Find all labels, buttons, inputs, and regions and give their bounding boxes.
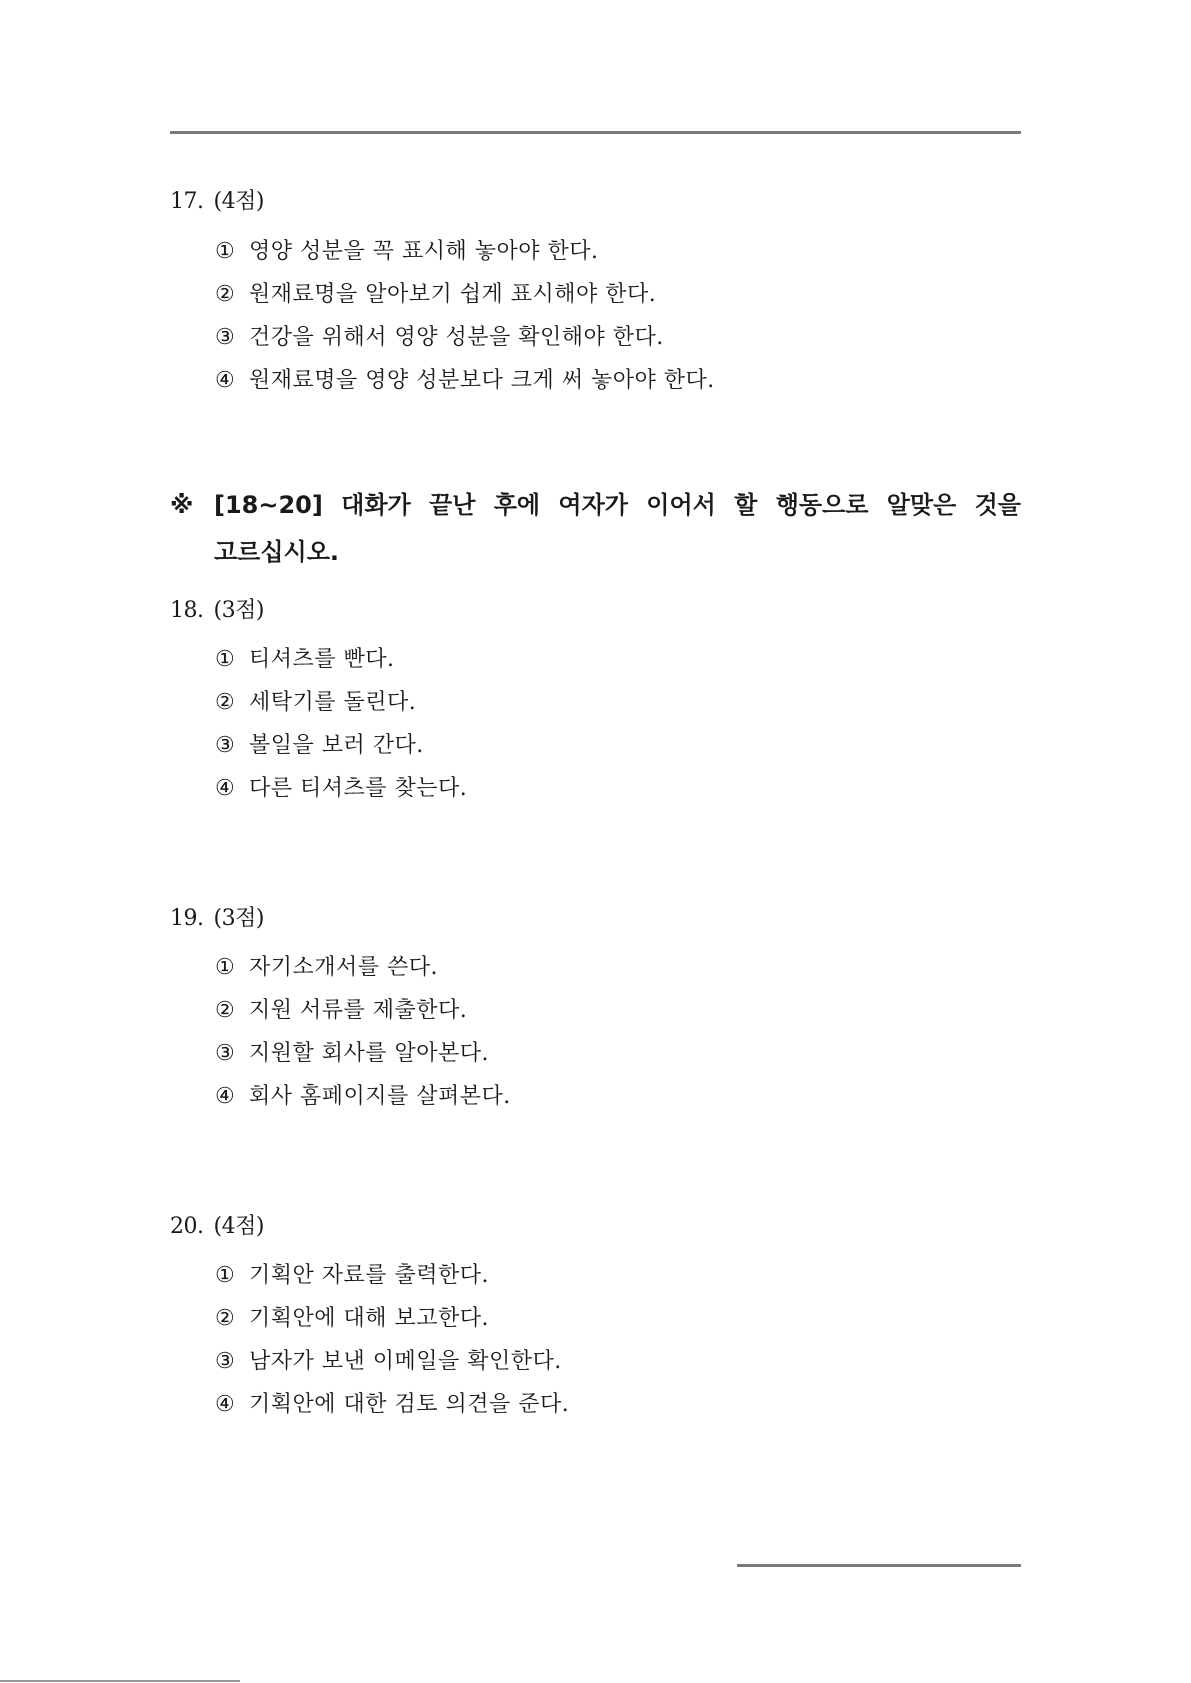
question-number: 20. — [170, 1214, 204, 1239]
question-points: (4점) — [213, 189, 264, 214]
option-item[interactable] — [215, 273, 715, 316]
question-17-header — [170, 184, 264, 215]
instruction-line-1: [18~20] 대화가 끝난 후에 여자가 이어서 할 행동으로 알맞은 것을 — [214, 491, 1021, 519]
instruction-line-2: 고르십시오. — [214, 538, 340, 566]
option-text: 영양 성분을 꼭 표시해 놓아야 한다. — [249, 239, 599, 264]
option-marker: ② — [215, 998, 236, 1023]
header-rule — [170, 131, 1021, 134]
option-item[interactable] — [215, 1254, 569, 1297]
option-marker: ④ — [215, 368, 236, 393]
option-marker: ④ — [215, 1084, 236, 1109]
option-item[interactable] — [215, 989, 511, 1032]
option-item[interactable] — [215, 767, 467, 810]
option-marker: ③ — [215, 1041, 236, 1066]
option-item[interactable] — [215, 1297, 569, 1340]
option-text: 기획안 자료를 출력한다. — [249, 1263, 490, 1288]
footer-rule — [737, 1564, 1021, 1567]
question-points: (4점) — [213, 1214, 264, 1239]
option-text: 남자가 보낸 이메일을 확인한다. — [249, 1349, 562, 1374]
option-marker: ③ — [215, 733, 236, 758]
option-item[interactable] — [215, 1383, 569, 1426]
question-number: 18. — [170, 598, 204, 623]
option-marker: ③ — [215, 1349, 236, 1374]
section-instruction — [170, 485, 1021, 579]
option-item[interactable] — [215, 1032, 511, 1075]
option-text: 다른 티셔츠를 찾는다. — [249, 776, 468, 801]
option-text: 볼일을 보러 간다. — [249, 733, 424, 758]
option-item[interactable] — [215, 681, 467, 724]
option-marker: ① — [215, 647, 236, 672]
option-text: 지원 서류를 제출한다. — [249, 998, 468, 1023]
option-item[interactable] — [215, 1075, 511, 1118]
option-item[interactable] — [215, 316, 715, 359]
option-text: 원재료명을 영양 성분보다 크게 써 놓아야 한다. — [249, 368, 715, 393]
option-marker: ③ — [215, 325, 236, 350]
option-marker: ② — [215, 690, 236, 715]
option-marker: ① — [215, 955, 236, 980]
option-item[interactable] — [215, 1340, 569, 1383]
option-text: 티셔츠를 빤다. — [249, 647, 395, 672]
question-points: (3점) — [213, 598, 264, 623]
option-marker: ④ — [215, 1392, 236, 1417]
option-text: 건강을 위해서 영양 성분을 확인해야 한다. — [249, 325, 664, 350]
option-item[interactable] — [215, 724, 467, 767]
option-text: 자기소개서를 쓴다. — [249, 955, 439, 980]
option-text: 원재료명을 알아보기 쉽게 표시해야 한다. — [249, 282, 657, 307]
question-17-options — [215, 230, 715, 402]
option-marker: ① — [215, 239, 236, 264]
option-text: 지원할 회사를 알아본다. — [249, 1041, 490, 1066]
option-marker: ④ — [215, 776, 236, 801]
question-number: 19. — [170, 906, 204, 931]
option-marker: ② — [215, 282, 236, 307]
question-20-options — [215, 1254, 569, 1426]
question-number: 17. — [170, 189, 204, 214]
question-19-header — [170, 901, 264, 932]
option-item[interactable] — [215, 946, 511, 989]
option-item[interactable] — [215, 359, 715, 402]
question-18-header — [170, 593, 264, 624]
question-points: (3점) — [213, 906, 264, 931]
option-item[interactable] — [215, 230, 715, 273]
option-text: 회사 홈페이지를 살펴본다. — [249, 1084, 511, 1109]
question-18-options — [215, 638, 467, 810]
option-marker: ② — [215, 1306, 236, 1331]
question-19-options — [215, 946, 511, 1118]
option-text: 기획안에 대해 보고한다. — [249, 1306, 490, 1331]
reference-mark: ※ — [170, 491, 194, 519]
option-text: 기획안에 대한 검토 의견을 준다. — [249, 1392, 570, 1417]
option-marker: ① — [215, 1263, 236, 1288]
option-item[interactable] — [215, 638, 467, 681]
page-edge-rule — [0, 1680, 240, 1682]
option-text: 세탁기를 돌린다. — [249, 690, 417, 715]
question-20-header — [170, 1209, 264, 1240]
